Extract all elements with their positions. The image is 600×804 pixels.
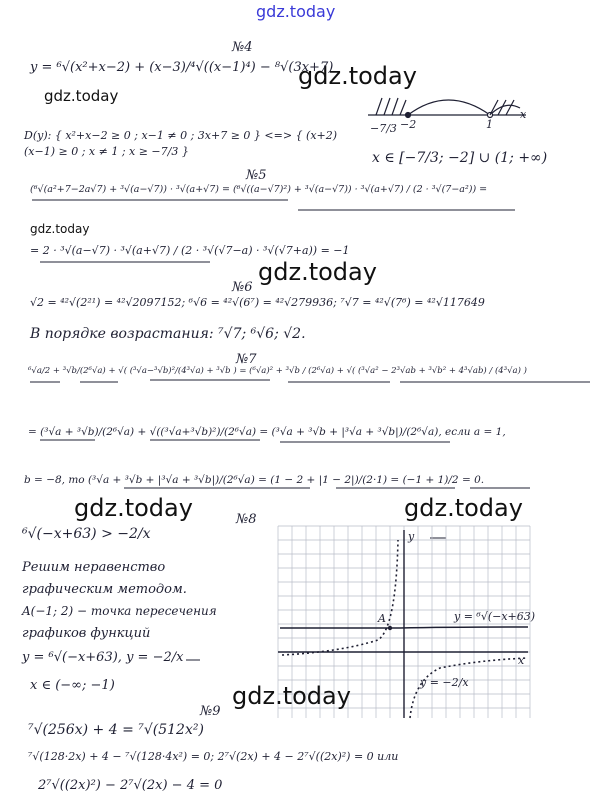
axis-label: x — [520, 108, 527, 121]
p8-text: Решим неравенство — [22, 560, 166, 575]
problem-number: №4 — [232, 40, 253, 55]
watermark: gdz.today — [44, 87, 119, 105]
axis-label: −2 — [400, 118, 417, 131]
graph-y-label: y — [408, 530, 415, 543]
watermark: gdz.today — [298, 62, 417, 90]
p6-line2: В порядке возрастания: ⁷√7; ⁶√6; √2. — [30, 326, 306, 342]
p8-answer: x ∈ (−∞; −1) — [30, 678, 115, 693]
p7-line2: = (³√a + ³√b)/(2⁶√a) + √((³√a+³√b)²)/(2⁶√a) = (³√a + ³√b + |³√a + ³√b|)/(2⁶√a), если a = 1, — [28, 426, 506, 438]
watermark: gdz.today — [404, 494, 523, 522]
p4-domain-system: D(y): { x²+x−2 ≥ 0 ; x−1 ≠ 0 ; 3x+7 ≥ 0 } <=> { (x+2)(x−1) ≥ 0 ; x ≠ 1 ; x ≥ −7/3 } — [24, 129, 338, 158]
watermark: gdz.today — [74, 494, 193, 522]
problem-number: №7 — [236, 352, 257, 367]
number-line-p4 — [368, 98, 526, 118]
axis-label: 1 — [486, 118, 493, 131]
p4-answer: x ∈ [−7/3; −2] ∪ (1; +∞) — [372, 150, 548, 166]
problem-number: №9 — [200, 704, 221, 719]
problem-number: №6 — [232, 280, 253, 295]
problem-number: №8 — [236, 512, 257, 527]
p9-line1: ⁷√(256x) + 4 = ⁷√(512x²) — [28, 722, 204, 738]
axis-label: −7/3 — [370, 122, 397, 135]
graph-x-label: x — [518, 654, 525, 667]
intersection-point — [388, 626, 392, 630]
watermark: gdz.today — [258, 258, 377, 286]
graph-label-hyperbola: y = −2/x — [420, 676, 469, 689]
p8-inequality: ⁶√(−x+63) > −2/x — [22, 526, 151, 542]
p8-text: графическим методом. — [22, 582, 187, 597]
p4-function: y = ⁶√(x²+x−2) + (x−3)/⁴√((x−1)⁴) − ⁸√(3x+7) — [30, 60, 334, 75]
p7-line3: b = −8, то (³√a + ³√b + |³√a + ³√b|)/(2⁶√a) = (1 − 2 + |1 − 2|)/(2·1) = (−1 + 1)/2 = 0. — [24, 474, 485, 486]
graph-label-root: y = ⁶√(−x+63) — [454, 610, 536, 623]
p9-line3: 2⁷√((2x)²) − 2⁷√(2x) − 4 = 0 — [38, 778, 223, 793]
watermark: gdz.today — [30, 222, 90, 236]
p5-line1: (⁶√(a²+7−2a√7) + ³√(a−√7)) · ³√(a+√7) = (⁶√((a−√7)²) + ³√(a−√7)) · ³√(a+√7) / (2 · ³√(7−a²)) = — [30, 184, 488, 195]
graph-point-label: A — [378, 612, 386, 625]
watermark-top: gdz.today — [256, 2, 336, 21]
p5-line2: = 2 · ³√(a−√7) · ³√(a+√7) / (2 · ³√(√7−a) · ³√(√7+a)) = −1 — [30, 244, 350, 257]
p8-functions: y = ⁶√(−x+63), y = −2/x — [22, 650, 184, 665]
problem-number: №5 — [246, 168, 267, 183]
p7-line1: ⁶√a/2 + ³√b/(2⁶√a) + √( (³√a−³√b)²/(4³√a) + ³√b ) = (⁶√a)² + ³√b / (2⁶√a) + √( (³√a² − 2³√ab + ³√b² + 4³√ab) / (4³√a) ) — [28, 366, 527, 376]
p6-line1: √2 = ⁴²√(2²¹) = ⁴²√2097152; ⁶√6 = ⁴²√(6⁷) = ⁴²√279936; ⁷√7 = ⁴²√(7⁶) = ⁴²√117649 — [30, 296, 485, 309]
watermark: gdz.today — [232, 682, 351, 710]
p8-text: A(−1; 2) − точка пересечения — [22, 604, 217, 618]
p8-text: графиков функций — [22, 626, 151, 641]
p9-line2: ⁷√(128·2x) + 4 − ⁷√(128·4x²) = 0; 2⁷√(2x) + 4 − 2⁷√((2x)²) = 0 или — [28, 750, 399, 763]
